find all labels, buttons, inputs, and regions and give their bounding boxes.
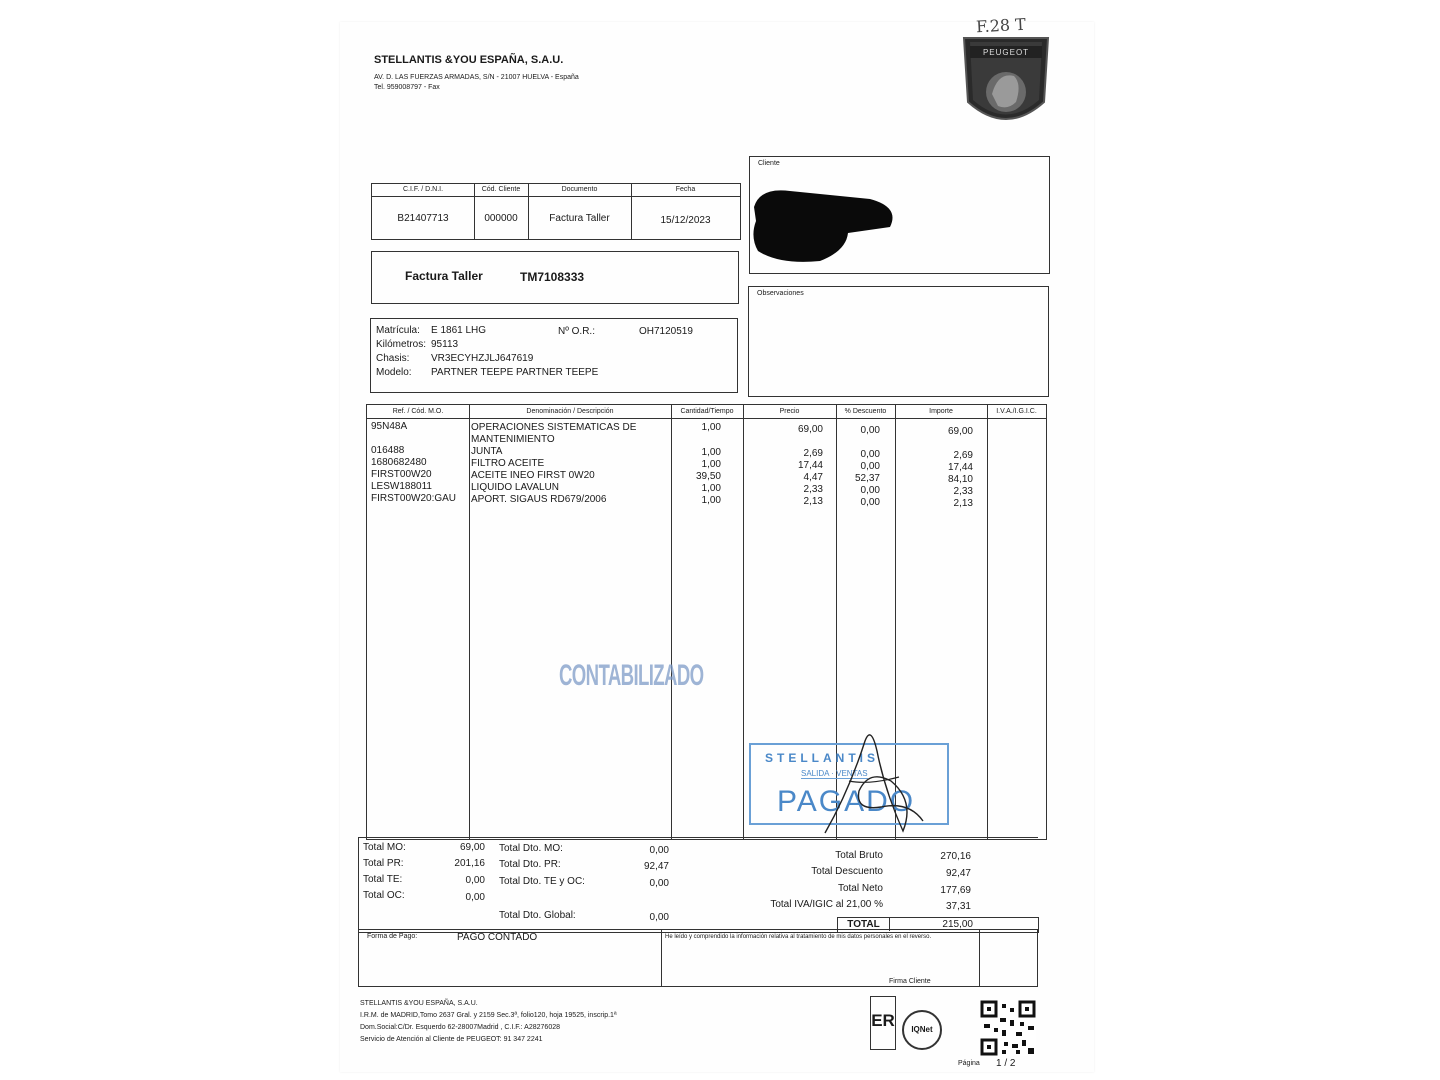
row-price: 69,00	[797, 424, 823, 435]
redaction-mark	[750, 177, 900, 267]
total-dto-global-label: Total Dto. Global:	[499, 910, 576, 921]
col-qty: Cantidad/Tiempo	[680, 408, 734, 415]
row-qty: 1,00	[701, 422, 721, 433]
row-ref: FIRST00W20	[371, 469, 432, 480]
total-bruto-label: Total Bruto	[835, 850, 883, 861]
total-neto-value: 177,69	[940, 885, 971, 896]
stamp-subtitle: SALIDA · VENTAS	[801, 769, 868, 778]
km-label: Kilómetros:	[376, 339, 427, 350]
modelo-value: PARTNER TEEPE PARTNER TEEPE	[431, 367, 599, 378]
row-desc: JUNTA	[471, 446, 503, 457]
row-desc: FILTRO ACEITE	[471, 458, 545, 469]
total-descuento-label: Total Descuento	[811, 866, 883, 877]
handwritten-ref: F.28 T	[975, 14, 1027, 37]
row-ref: 016488	[371, 445, 405, 456]
aenor-mark: ER	[871, 1011, 895, 1030]
consent-text: He leído y comprendido la información relativa al tratamiento de mis datos personales en el reverso.	[665, 934, 932, 940]
row-disc: 52,37	[854, 473, 880, 484]
invoice-sheet	[340, 14, 1094, 1072]
row-disc: 0,00	[860, 497, 880, 508]
total-neto-label: Total Neto	[837, 883, 883, 894]
row-qty: 39,50	[695, 471, 721, 482]
row-qty: 1,00	[701, 459, 721, 470]
company-address: AV. D. LAS FUERZAS ARMADAS, S/N - 21007 HUELVA - España	[374, 74, 579, 81]
handwritten-signature	[819, 721, 929, 841]
chasis-label: Chasis:	[376, 353, 410, 364]
row-ref: LESW188011	[371, 481, 432, 492]
row-price: 2,13	[803, 496, 823, 507]
footer-address: Dom.Social:C/Dr. Esquerdo 62-28007Madrid , C.I.F.: A28276028	[360, 1024, 560, 1031]
total-mo-value: 69,00	[459, 842, 485, 853]
payment-value: PAGO CONTADO	[457, 932, 538, 943]
total-dto-pr-label: Total Dto. PR:	[499, 859, 561, 870]
peugeot-wordmark: PEUGEOT	[982, 48, 1030, 57]
hdr-fecha: Fecha	[675, 186, 696, 193]
total-pr-value: 201,16	[454, 858, 485, 869]
row-qty: 1,00	[701, 495, 721, 506]
client-box	[749, 156, 1050, 274]
footer-service: Servicio de Atención al Cliente de PEUGEOT: 91 347 2241	[360, 1036, 543, 1043]
iqnet-cert-icon	[902, 1010, 942, 1050]
footer-registry: I.R.M. de MADRID,Tomo 2637 Gral. y 2159 Sec.3ª, folio120, hoja 19525, inscrip.1ª	[360, 1012, 617, 1019]
val-cif: B21407713	[397, 213, 449, 224]
matricula-label: Matrícula:	[376, 325, 420, 336]
chasis-value: VR3ECYHZJLJ647619	[431, 353, 534, 364]
km-value: 95113	[431, 339, 459, 350]
row-amount: 69,00	[947, 426, 973, 437]
company-phone: Tel. 959008797 - Fax	[374, 84, 440, 91]
invoice-title-box	[371, 251, 739, 304]
hdr-cif: C.I.F. / D.N.I.	[402, 186, 444, 193]
or-label: Nº O.R.:	[558, 326, 595, 337]
payment-label: Forma de Pago:	[367, 933, 418, 940]
contabilizado-stamp: CONTABILIZADO	[559, 659, 704, 692]
modelo-label: Modelo:	[376, 367, 412, 378]
val-documento: Factura Taller	[549, 213, 610, 224]
row-qty: 1,00	[701, 483, 721, 494]
stamp-pagado: PAGADO	[777, 785, 916, 818]
col-disc: % Descuento	[844, 408, 887, 415]
invoice-number: TM7108333	[520, 270, 585, 284]
vehicle-box	[370, 318, 738, 393]
col-desc: Denominación / Descripción	[526, 408, 614, 415]
total-mo-label: Total MO:	[363, 842, 406, 853]
grand-total-label: TOTAL	[847, 919, 880, 930]
total-dto-pr-value: 92,47	[643, 861, 669, 872]
row-amount: 84,10	[947, 474, 973, 485]
val-cod-cliente: 000000	[484, 213, 518, 224]
total-dto-global-value: 0,00	[649, 912, 669, 923]
total-dto-mo-value: 0,00	[649, 845, 669, 856]
footer-company: STELLANTIS &YOU ESPAÑA, S.A.U.	[360, 1000, 478, 1007]
page-number: 1 / 2	[996, 1058, 1016, 1069]
client-label: Cliente	[758, 160, 780, 167]
observations-label: Observaciones	[757, 290, 804, 297]
row-amount: 2,13	[953, 498, 973, 509]
or-value: OH7120519	[639, 326, 693, 337]
matricula-value: E 1861 LHG	[431, 325, 487, 336]
stamp-stellantis: STELLANTIS	[765, 751, 879, 765]
col-iva: I.V.A./I.G.I.C.	[996, 408, 1037, 415]
row-disc: 0,00	[860, 449, 880, 460]
iqnet-mark: IQNet	[911, 1025, 933, 1034]
grand-total-value: 215,00	[942, 919, 973, 930]
total-te-value: 0,00	[465, 875, 485, 886]
hdr-documento: Documento	[561, 186, 598, 193]
total-bruto-value: 270,16	[940, 851, 971, 862]
val-fecha: 15/12/2023	[660, 215, 711, 226]
total-dto-mo-label: Total Dto. MO:	[499, 843, 563, 854]
company-name: STELLANTIS &YOU ESPAÑA, S.A.U.	[374, 54, 564, 66]
row-desc: ACEITE INEO FIRST 0W20	[471, 470, 595, 481]
total-dto-te-label: Total Dto. TE y OC:	[499, 876, 585, 887]
signature-label: Firma Cliente	[889, 978, 931, 985]
row-desc: OPERACIONES SISTEMATICAS DE MANTENIMIENTO	[471, 422, 637, 445]
row-desc: APORT. SIGAUS RD679/2006	[471, 494, 607, 505]
row-qty: 1,00	[701, 447, 721, 458]
header-table	[371, 183, 741, 240]
row-price: 2,69	[803, 448, 823, 459]
col-price: Precio	[779, 408, 800, 415]
items-table	[366, 404, 1047, 840]
total-oc-label: Total OC:	[363, 890, 405, 901]
total-te-label: Total TE:	[363, 874, 403, 885]
col-ref: Ref. / Cód. M.O.	[392, 408, 444, 415]
total-iva-label: Total IVA/IGIC al 21,00 %	[770, 899, 883, 910]
observations-box	[748, 286, 1049, 397]
total-oc-value: 0,00	[465, 892, 485, 903]
aenor-cert-icon	[870, 996, 896, 1050]
peugeot-logo	[958, 32, 1054, 136]
row-ref: FIRST00W20:GAU	[371, 493, 457, 504]
row-price: 4,47	[803, 472, 823, 483]
row-amount: 17,44	[947, 462, 973, 473]
row-price: 2,33	[803, 484, 823, 495]
row-ref: 95N48A	[371, 421, 408, 432]
row-desc: LIQUIDO LAVALUN	[471, 482, 559, 493]
invoice-title: Factura Taller	[405, 269, 483, 283]
row-disc: 0,00	[860, 425, 880, 436]
qr-code-icon	[980, 1000, 1036, 1056]
row-disc: 0,00	[860, 461, 880, 472]
total-dto-te-value: 0,00	[649, 878, 669, 889]
total-iva-value: 37,31	[945, 901, 971, 912]
row-ref: 1680682480	[371, 457, 427, 468]
page-label: Página	[958, 1060, 980, 1067]
payment-box	[358, 929, 1038, 987]
total-pr-label: Total PR:	[363, 858, 404, 869]
row-amount: 2,69	[953, 450, 973, 461]
row-amount: 2,33	[953, 486, 973, 497]
row-disc: 0,00	[860, 485, 880, 496]
row-price: 17,44	[797, 460, 823, 471]
col-amount: Importe	[929, 408, 953, 415]
totals-box	[358, 837, 1038, 933]
total-descuento-value: 92,47	[945, 868, 971, 879]
hdr-cod-cliente: Cód. Cliente	[481, 186, 521, 193]
